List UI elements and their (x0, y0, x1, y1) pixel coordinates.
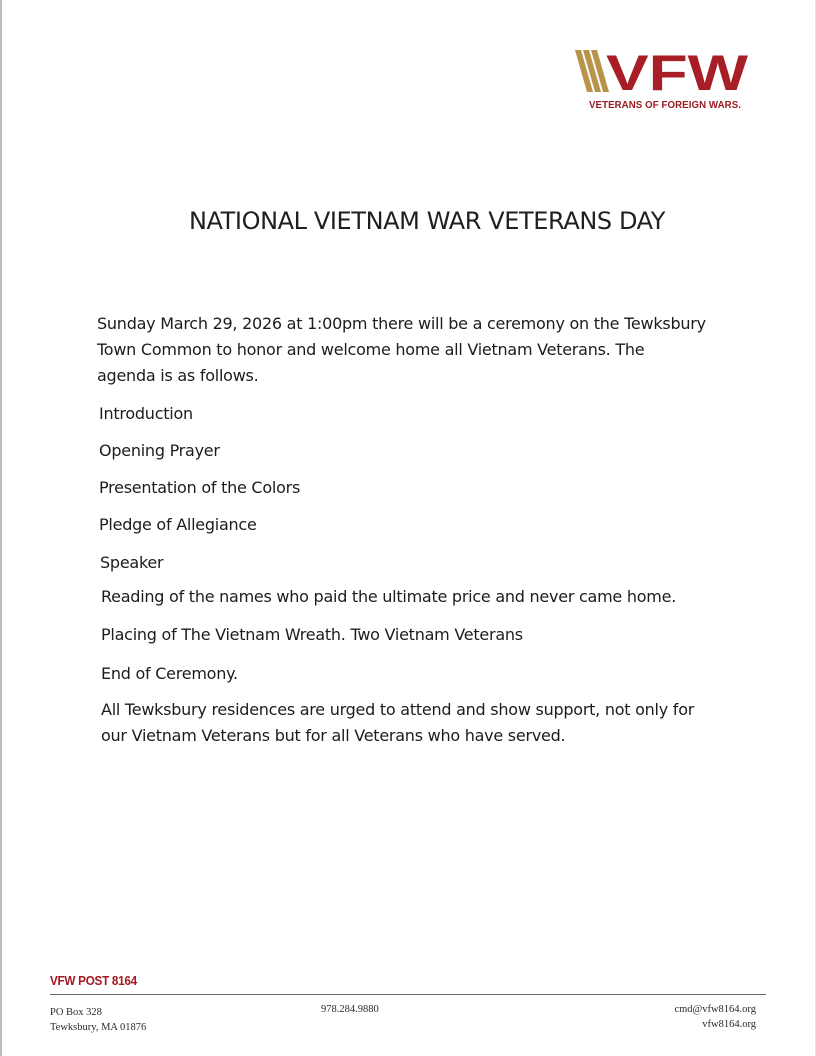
agenda-item-speaker: Speaker (100, 553, 164, 572)
agenda-item-presentation-colors: Presentation of the Colors (99, 478, 301, 497)
intro-line: agenda is as follows. (97, 366, 259, 385)
page-title: NATIONAL VIETNAM WAR VETERANS DAY (188, 207, 666, 235)
agenda-item-pledge: Pledge of Allegiance (99, 515, 257, 534)
footer-divider (50, 994, 766, 995)
agenda-item-end: End of Ceremony. (101, 664, 238, 683)
footer-contact (674, 1002, 756, 1032)
website-link[interactable]: vfw8164.org (702, 1019, 756, 1030)
svg-text:VFW: VFW (606, 48, 750, 96)
agenda-item-reading-names: Reading of the names who paid the ultimate price and never came home. (101, 587, 677, 606)
agenda-item-opening-prayer: Opening Prayer (99, 441, 220, 460)
page-edge (0, 0, 2, 1056)
vfw-logo-mark (573, 48, 753, 96)
agenda-item-wreath: Placing of The Vietnam Wreath. Two Vietnam Veterans (101, 625, 523, 644)
intro-line: Town Common to honor and welcome home all Vietnam Veterans. The (97, 340, 645, 359)
agenda-item-introduction: Introduction (99, 404, 193, 423)
logo-tagline: VETERANS OF FOREIGN WARS. (589, 99, 742, 111)
closing-line: our Vietnam Veterans but for all Veterans who have served. (101, 726, 566, 745)
intro-line: Sunday March 29, 2026 at 1:00pm there will be a ceremony on the Tewksbury (97, 314, 706, 333)
closing-line: All Tewksbury residences are urged to attend and show support, not only for (101, 700, 695, 719)
closing-paragraph (101, 697, 741, 749)
address-line: Tewksbury, MA 01876 (50, 1022, 147, 1033)
address-line: PO Box 328 (50, 1007, 102, 1018)
footer-post-name: VFW POST 8164 (50, 973, 137, 988)
footer-address (50, 1005, 146, 1035)
intro-paragraph (97, 311, 747, 389)
footer-phone: 978.284.9880 (321, 1004, 379, 1015)
vfw-logo (573, 48, 753, 114)
email-link[interactable]: cmd@vfw8164.org (674, 1004, 756, 1015)
